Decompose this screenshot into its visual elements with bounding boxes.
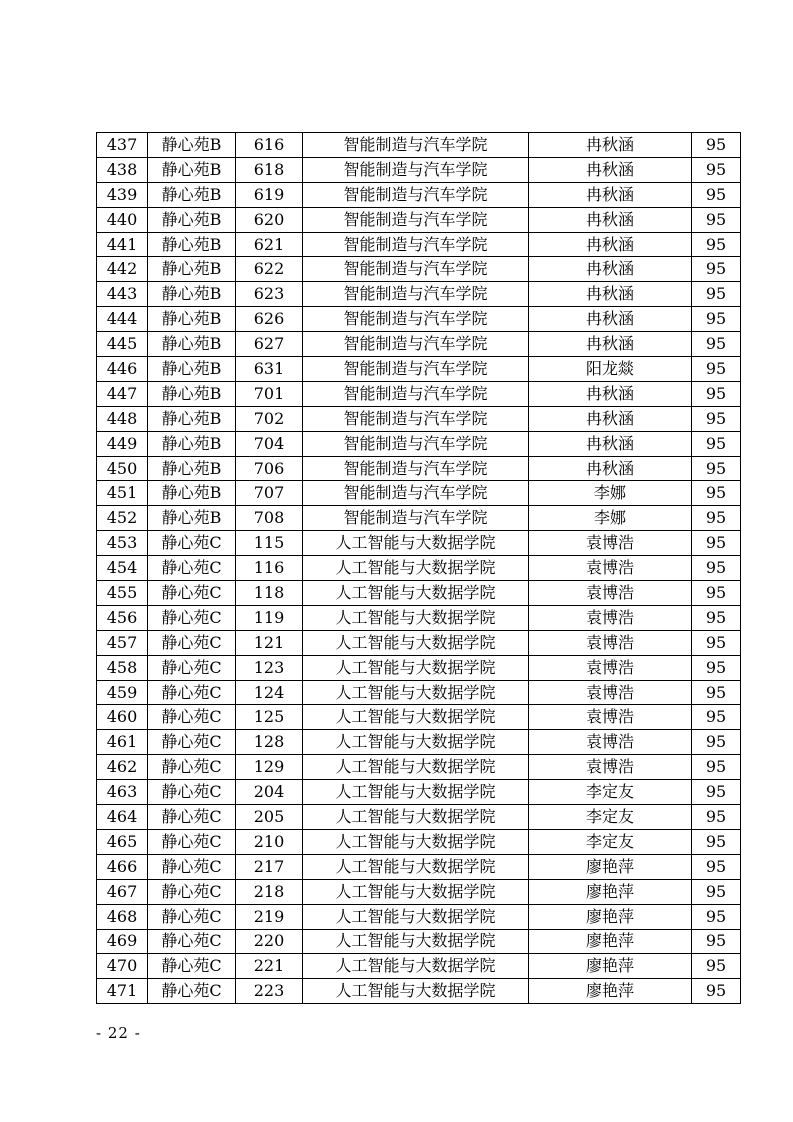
building-cell: 静心苑B xyxy=(148,506,236,531)
room-cell: 204 xyxy=(236,780,303,805)
score-cell: 95 xyxy=(692,730,741,755)
room-cell: 219 xyxy=(236,904,303,929)
inspector-cell: 李定友 xyxy=(529,780,692,805)
inspector-cell: 阳龙燚 xyxy=(529,357,692,382)
score-cell: 95 xyxy=(692,257,741,282)
table-row xyxy=(97,531,741,556)
row-number-cell: 457 xyxy=(97,630,148,655)
college-cell: 人工智能与大数据学院 xyxy=(303,904,529,929)
college-cell: 智能制造与汽车学院 xyxy=(303,431,529,456)
room-cell: 704 xyxy=(236,431,303,456)
building-cell: 静心苑C xyxy=(148,755,236,780)
inspector-cell: 廖艳萍 xyxy=(529,929,692,954)
inspector-cell: 李娜 xyxy=(529,481,692,506)
row-number-cell: 441 xyxy=(97,232,148,257)
page-number: - 22 - xyxy=(96,1024,141,1042)
table-row xyxy=(97,705,741,730)
room-cell: 129 xyxy=(236,755,303,780)
score-cell: 95 xyxy=(692,755,741,780)
row-number-cell: 445 xyxy=(97,332,148,357)
score-cell: 95 xyxy=(692,979,741,1004)
row-number-cell: 449 xyxy=(97,431,148,456)
building-cell: 静心苑C xyxy=(148,655,236,680)
room-cell: 118 xyxy=(236,581,303,606)
room-cell: 205 xyxy=(236,805,303,830)
room-cell: 631 xyxy=(236,357,303,382)
table-row xyxy=(97,780,741,805)
room-cell: 619 xyxy=(236,182,303,207)
row-number-cell: 461 xyxy=(97,730,148,755)
building-cell: 静心苑C xyxy=(148,730,236,755)
row-number-cell: 454 xyxy=(97,556,148,581)
room-cell: 119 xyxy=(236,605,303,630)
building-cell: 静心苑C xyxy=(148,581,236,606)
row-number-cell: 440 xyxy=(97,207,148,232)
inspector-cell: 廖艳萍 xyxy=(529,954,692,979)
college-cell: 人工智能与大数据学院 xyxy=(303,854,529,879)
room-cell: 218 xyxy=(236,879,303,904)
college-cell: 人工智能与大数据学院 xyxy=(303,655,529,680)
row-number-cell: 453 xyxy=(97,531,148,556)
college-cell: 智能制造与汽车学院 xyxy=(303,381,529,406)
room-cell: 223 xyxy=(236,979,303,1004)
building-cell: 静心苑C xyxy=(148,531,236,556)
score-cell: 95 xyxy=(692,207,741,232)
college-cell: 人工智能与大数据学院 xyxy=(303,705,529,730)
building-cell: 静心苑B xyxy=(148,431,236,456)
score-cell: 95 xyxy=(692,655,741,680)
row-number-cell: 463 xyxy=(97,780,148,805)
row-number-cell: 456 xyxy=(97,605,148,630)
row-number-cell: 467 xyxy=(97,879,148,904)
room-cell: 616 xyxy=(236,133,303,158)
table-row xyxy=(97,829,741,854)
table-row xyxy=(97,133,741,158)
inspector-cell: 袁博浩 xyxy=(529,556,692,581)
inspector-cell: 冉秋涵 xyxy=(529,133,692,158)
score-cell: 95 xyxy=(692,680,741,705)
inspector-cell: 廖艳萍 xyxy=(529,854,692,879)
inspector-cell: 袁博浩 xyxy=(529,605,692,630)
college-cell: 智能制造与汽车学院 xyxy=(303,406,529,431)
dormitory-score-table-container xyxy=(96,132,734,1004)
table-row xyxy=(97,680,741,705)
room-cell: 708 xyxy=(236,506,303,531)
score-cell: 95 xyxy=(692,481,741,506)
inspector-cell: 袁博浩 xyxy=(529,680,692,705)
table-row xyxy=(97,381,741,406)
college-cell: 智能制造与汽车学院 xyxy=(303,157,529,182)
score-cell: 95 xyxy=(692,332,741,357)
row-number-cell: 437 xyxy=(97,133,148,158)
college-cell: 智能制造与汽车学院 xyxy=(303,207,529,232)
table-row xyxy=(97,232,741,257)
inspector-cell: 冉秋涵 xyxy=(529,257,692,282)
inspector-cell: 李定友 xyxy=(529,805,692,830)
room-cell: 221 xyxy=(236,954,303,979)
college-cell: 人工智能与大数据学院 xyxy=(303,581,529,606)
row-number-cell: 447 xyxy=(97,381,148,406)
score-cell: 95 xyxy=(692,157,741,182)
building-cell: 静心苑B xyxy=(148,357,236,382)
score-cell: 95 xyxy=(692,381,741,406)
inspector-cell: 袁博浩 xyxy=(529,531,692,556)
row-number-cell: 444 xyxy=(97,307,148,332)
table-row xyxy=(97,307,741,332)
room-cell: 128 xyxy=(236,730,303,755)
room-cell: 123 xyxy=(236,655,303,680)
room-cell: 623 xyxy=(236,282,303,307)
table-row xyxy=(97,406,741,431)
college-cell: 人工智能与大数据学院 xyxy=(303,879,529,904)
row-number-cell: 465 xyxy=(97,829,148,854)
score-cell: 95 xyxy=(692,431,741,456)
college-cell: 智能制造与汽车学院 xyxy=(303,182,529,207)
table-row xyxy=(97,630,741,655)
row-number-cell: 466 xyxy=(97,854,148,879)
score-cell: 95 xyxy=(692,605,741,630)
score-cell: 95 xyxy=(692,705,741,730)
college-cell: 智能制造与汽车学院 xyxy=(303,332,529,357)
score-cell: 95 xyxy=(692,904,741,929)
college-cell: 人工智能与大数据学院 xyxy=(303,680,529,705)
table-row xyxy=(97,556,741,581)
college-cell: 人工智能与大数据学院 xyxy=(303,531,529,556)
room-cell: 627 xyxy=(236,332,303,357)
college-cell: 人工智能与大数据学院 xyxy=(303,805,529,830)
inspector-cell: 李娜 xyxy=(529,506,692,531)
inspector-cell: 冉秋涵 xyxy=(529,332,692,357)
college-cell: 人工智能与大数据学院 xyxy=(303,929,529,954)
building-cell: 静心苑B xyxy=(148,232,236,257)
table-row xyxy=(97,357,741,382)
building-cell: 静心苑C xyxy=(148,979,236,1004)
score-cell: 95 xyxy=(692,780,741,805)
table-row xyxy=(97,730,741,755)
college-cell: 人工智能与大数据学院 xyxy=(303,556,529,581)
room-cell: 702 xyxy=(236,406,303,431)
building-cell: 静心苑C xyxy=(148,854,236,879)
building-cell: 静心苑C xyxy=(148,780,236,805)
building-cell: 静心苑C xyxy=(148,605,236,630)
score-cell: 95 xyxy=(692,357,741,382)
college-cell: 人工智能与大数据学院 xyxy=(303,605,529,630)
college-cell: 智能制造与汽车学院 xyxy=(303,506,529,531)
score-cell: 95 xyxy=(692,854,741,879)
row-number-cell: 458 xyxy=(97,655,148,680)
table-row xyxy=(97,755,741,780)
row-number-cell: 452 xyxy=(97,506,148,531)
row-number-cell: 471 xyxy=(97,979,148,1004)
college-cell: 智能制造与汽车学院 xyxy=(303,232,529,257)
inspector-cell: 冉秋涵 xyxy=(529,431,692,456)
building-cell: 静心苑B xyxy=(148,207,236,232)
building-cell: 静心苑C xyxy=(148,929,236,954)
table-row xyxy=(97,182,741,207)
table-row xyxy=(97,879,741,904)
inspector-cell: 李定友 xyxy=(529,829,692,854)
college-cell: 智能制造与汽车学院 xyxy=(303,357,529,382)
row-number-cell: 460 xyxy=(97,705,148,730)
score-cell: 95 xyxy=(692,829,741,854)
row-number-cell: 450 xyxy=(97,456,148,481)
inspector-cell: 冉秋涵 xyxy=(529,456,692,481)
building-cell: 静心苑B xyxy=(148,481,236,506)
table-row xyxy=(97,655,741,680)
table-row xyxy=(97,157,741,182)
room-cell: 116 xyxy=(236,556,303,581)
inspector-cell: 袁博浩 xyxy=(529,630,692,655)
college-cell: 人工智能与大数据学院 xyxy=(303,954,529,979)
score-cell: 95 xyxy=(692,879,741,904)
room-cell: 622 xyxy=(236,257,303,282)
building-cell: 静心苑C xyxy=(148,879,236,904)
score-cell: 95 xyxy=(692,307,741,332)
score-cell: 95 xyxy=(692,406,741,431)
inspector-cell: 袁博浩 xyxy=(529,755,692,780)
table-row xyxy=(97,581,741,606)
college-cell: 智能制造与汽车学院 xyxy=(303,481,529,506)
row-number-cell: 439 xyxy=(97,182,148,207)
room-cell: 217 xyxy=(236,854,303,879)
inspector-cell: 冉秋涵 xyxy=(529,381,692,406)
row-number-cell: 455 xyxy=(97,581,148,606)
room-cell: 626 xyxy=(236,307,303,332)
room-cell: 115 xyxy=(236,531,303,556)
inspector-cell: 廖艳萍 xyxy=(529,879,692,904)
building-cell: 静心苑C xyxy=(148,954,236,979)
building-cell: 静心苑B xyxy=(148,332,236,357)
inspector-cell: 袁博浩 xyxy=(529,581,692,606)
table-row xyxy=(97,257,741,282)
row-number-cell: 462 xyxy=(97,755,148,780)
row-number-cell: 451 xyxy=(97,481,148,506)
building-cell: 静心苑B xyxy=(148,133,236,158)
table-row xyxy=(97,282,741,307)
room-cell: 220 xyxy=(236,929,303,954)
score-cell: 95 xyxy=(692,506,741,531)
inspector-cell: 袁博浩 xyxy=(529,730,692,755)
college-cell: 人工智能与大数据学院 xyxy=(303,630,529,655)
score-cell: 95 xyxy=(692,929,741,954)
college-cell: 智能制造与汽车学院 xyxy=(303,133,529,158)
room-cell: 706 xyxy=(236,456,303,481)
room-cell: 620 xyxy=(236,207,303,232)
room-cell: 701 xyxy=(236,381,303,406)
building-cell: 静心苑C xyxy=(148,805,236,830)
building-cell: 静心苑C xyxy=(148,904,236,929)
college-cell: 人工智能与大数据学院 xyxy=(303,829,529,854)
score-cell: 95 xyxy=(692,954,741,979)
building-cell: 静心苑B xyxy=(148,307,236,332)
table-row xyxy=(97,854,741,879)
row-number-cell: 438 xyxy=(97,157,148,182)
inspector-cell: 冉秋涵 xyxy=(529,232,692,257)
row-number-cell: 442 xyxy=(97,257,148,282)
building-cell: 静心苑C xyxy=(148,556,236,581)
building-cell: 静心苑B xyxy=(148,381,236,406)
college-cell: 人工智能与大数据学院 xyxy=(303,730,529,755)
building-cell: 静心苑B xyxy=(148,182,236,207)
table-row xyxy=(97,431,741,456)
row-number-cell: 464 xyxy=(97,805,148,830)
score-cell: 95 xyxy=(692,556,741,581)
score-cell: 95 xyxy=(692,630,741,655)
score-cell: 95 xyxy=(692,531,741,556)
table-row xyxy=(97,979,741,1004)
row-number-cell: 459 xyxy=(97,680,148,705)
score-cell: 95 xyxy=(692,282,741,307)
score-cell: 95 xyxy=(692,182,741,207)
score-cell: 95 xyxy=(692,581,741,606)
table-body xyxy=(97,133,741,1004)
college-cell: 智能制造与汽车学院 xyxy=(303,257,529,282)
college-cell: 智能制造与汽车学院 xyxy=(303,282,529,307)
college-cell: 人工智能与大数据学院 xyxy=(303,755,529,780)
building-cell: 静心苑C xyxy=(148,705,236,730)
inspector-cell: 袁博浩 xyxy=(529,655,692,680)
inspector-cell: 冉秋涵 xyxy=(529,282,692,307)
building-cell: 静心苑B xyxy=(148,282,236,307)
row-number-cell: 469 xyxy=(97,929,148,954)
college-cell: 智能制造与汽车学院 xyxy=(303,307,529,332)
score-cell: 95 xyxy=(692,232,741,257)
row-number-cell: 443 xyxy=(97,282,148,307)
table-row xyxy=(97,481,741,506)
building-cell: 静心苑B xyxy=(148,257,236,282)
room-cell: 618 xyxy=(236,157,303,182)
row-number-cell: 448 xyxy=(97,406,148,431)
table-row xyxy=(97,929,741,954)
row-number-cell: 446 xyxy=(97,357,148,382)
table-row xyxy=(97,904,741,929)
inspector-cell: 廖艳萍 xyxy=(529,979,692,1004)
room-cell: 707 xyxy=(236,481,303,506)
building-cell: 静心苑B xyxy=(148,406,236,431)
inspector-cell: 冉秋涵 xyxy=(529,307,692,332)
college-cell: 人工智能与大数据学院 xyxy=(303,979,529,1004)
table-row xyxy=(97,805,741,830)
building-cell: 静心苑B xyxy=(148,456,236,481)
building-cell: 静心苑C xyxy=(148,680,236,705)
inspector-cell: 冉秋涵 xyxy=(529,157,692,182)
score-cell: 95 xyxy=(692,805,741,830)
table-row xyxy=(97,506,741,531)
room-cell: 121 xyxy=(236,630,303,655)
table-row xyxy=(97,332,741,357)
score-cell: 95 xyxy=(692,456,741,481)
inspector-cell: 冉秋涵 xyxy=(529,182,692,207)
dormitory-score-table xyxy=(96,132,741,1004)
building-cell: 静心苑C xyxy=(148,630,236,655)
college-cell: 人工智能与大数据学院 xyxy=(303,780,529,805)
score-cell: 95 xyxy=(692,133,741,158)
inspector-cell: 冉秋涵 xyxy=(529,406,692,431)
room-cell: 125 xyxy=(236,705,303,730)
row-number-cell: 468 xyxy=(97,904,148,929)
table-row xyxy=(97,456,741,481)
inspector-cell: 廖艳萍 xyxy=(529,904,692,929)
college-cell: 智能制造与汽车学院 xyxy=(303,456,529,481)
room-cell: 210 xyxy=(236,829,303,854)
table-row xyxy=(97,207,741,232)
inspector-cell: 袁博浩 xyxy=(529,705,692,730)
room-cell: 621 xyxy=(236,232,303,257)
building-cell: 静心苑B xyxy=(148,157,236,182)
table-row xyxy=(97,954,741,979)
table-row xyxy=(97,605,741,630)
room-cell: 124 xyxy=(236,680,303,705)
building-cell: 静心苑C xyxy=(148,829,236,854)
row-number-cell: 470 xyxy=(97,954,148,979)
inspector-cell: 冉秋涵 xyxy=(529,207,692,232)
